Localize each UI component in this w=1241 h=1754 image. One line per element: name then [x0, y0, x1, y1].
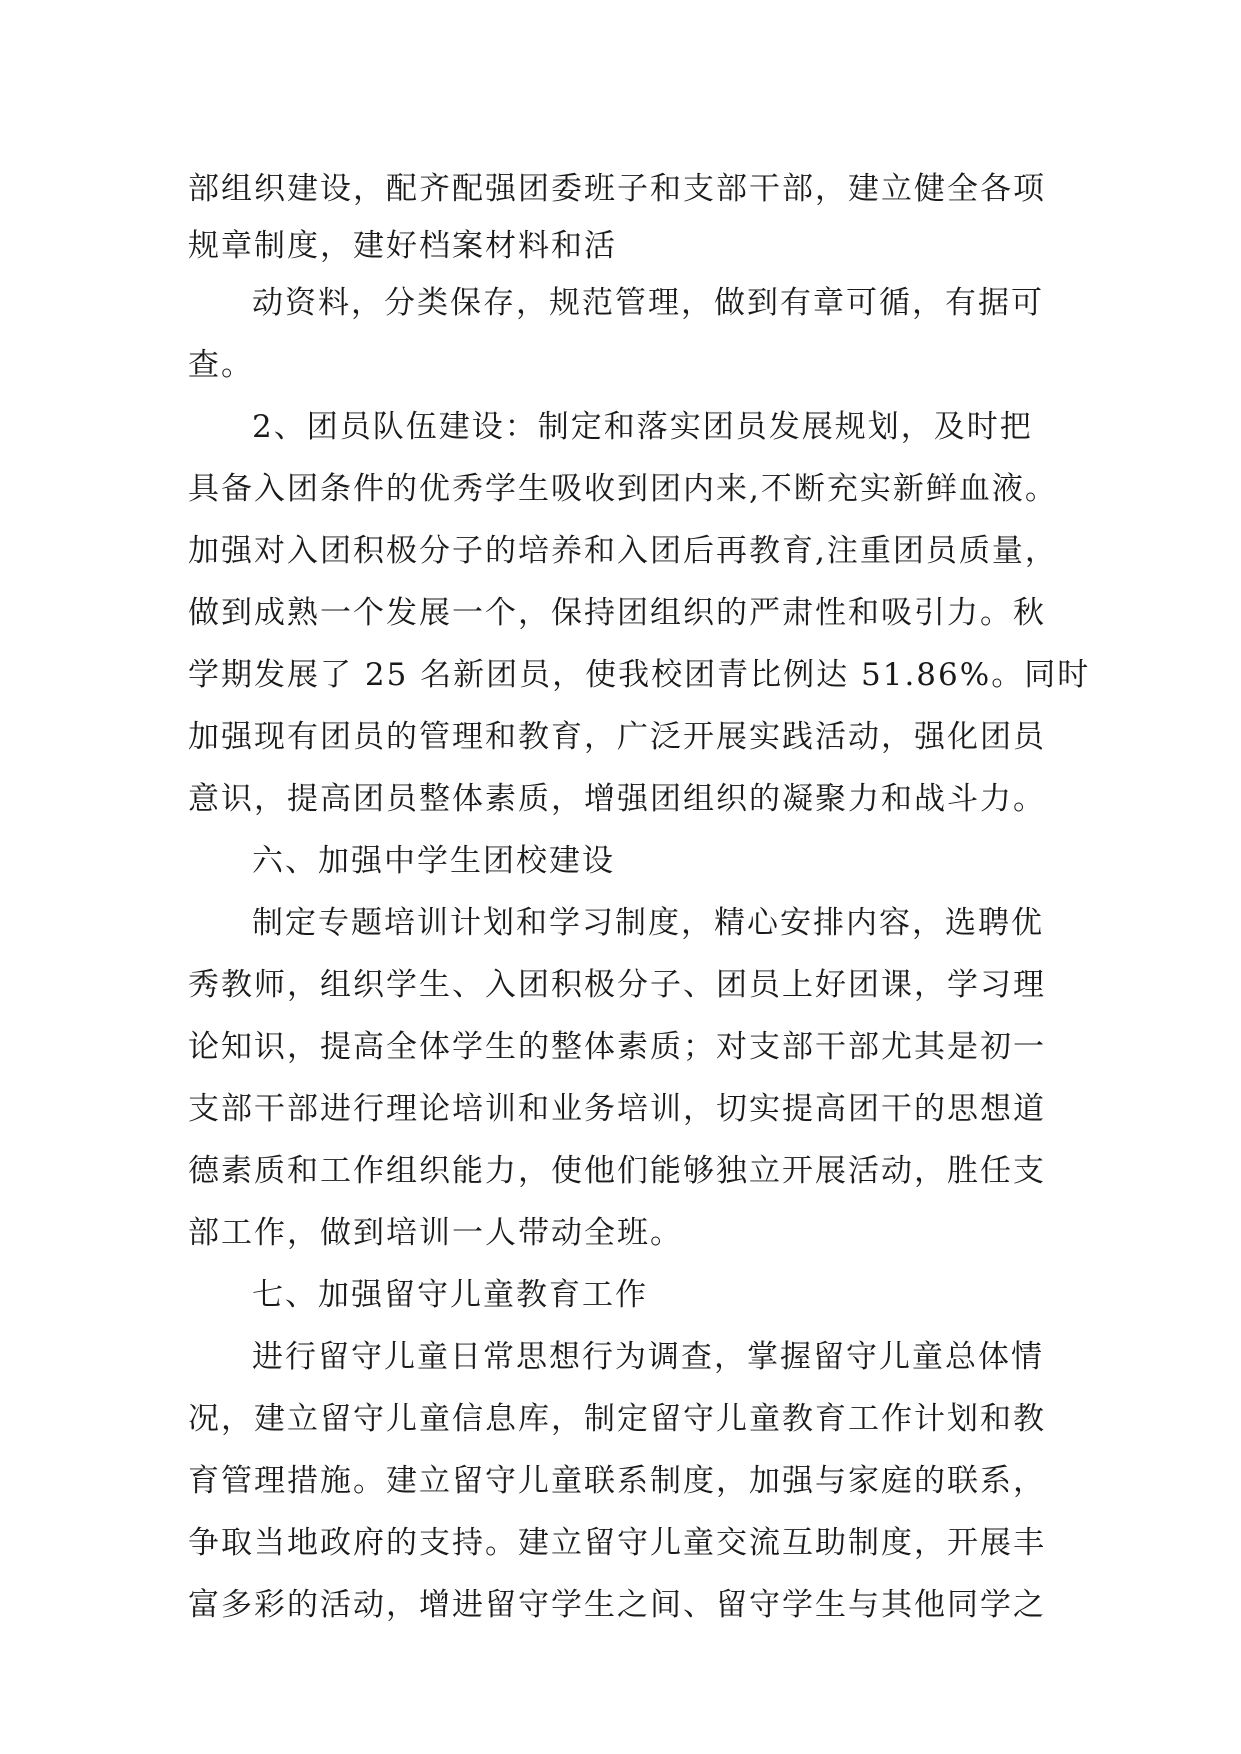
text-line: 论知识，提高全体学生的整体素质；对支部干部尤其是初一 [188, 1029, 1046, 1065]
text-line: 秀教师，组织学生、入团积极分子、团员上好团课，学习理 [188, 967, 1046, 1003]
text-line: 部组织建设，配齐配强团委班子和支部干部，建立健全各项 [188, 171, 1046, 207]
text-line: 支部干部进行理论培训和业务培训，切实提高团干的思想道 [188, 1091, 1046, 1127]
text-line: 富多彩的活动，增进留守学生之间、留守学生与其他同学之 [188, 1587, 1046, 1623]
text-line: 德素质和工作组织能力，使他们能够独立开展活动，胜任支 [188, 1153, 1046, 1189]
section-heading: 六、加强中学生团校建设 [252, 843, 615, 879]
text-line: 具备入团条件的优秀学生吸收到团内来,不断充实新鲜血液。 [188, 471, 1058, 507]
text-line: 动资料，分类保存，规范管理，做到有章可循，有据可 [252, 285, 1044, 321]
text-line: 查。 [188, 347, 254, 383]
text-line: 进行留守儿童日常思想行为调查，掌握留守儿童总体情 [252, 1339, 1044, 1375]
text-line: 育管理措施。建立留守儿童联系制度，加强与家庭的联系， [188, 1463, 1046, 1499]
text-line: 况，建立留守儿童信息库，制定留守儿童教育工作计划和教 [188, 1401, 1046, 1437]
text-line: 争取当地政府的支持。建立留守儿童交流互助制度，开展丰 [188, 1525, 1046, 1561]
text-line: 学期发展了 25 名新团员，使我校团青比例达 51.86%。同时 [188, 657, 1091, 693]
text-line: 加强对入团积极分子的培养和入团后再教育,注重团员质量， [188, 533, 1058, 569]
text-line: 加强现有团员的管理和教育，广泛开展实践活动，强化团员 [188, 719, 1046, 755]
text-line: 意识，提高团员整体素质，增强团组织的凝聚力和战斗力。 [188, 781, 1046, 817]
section-heading: 七、加强留守儿童教育工作 [252, 1277, 648, 1313]
text-line: 部工作，做到培训一人带动全班。 [188, 1215, 683, 1251]
text-line: 规章制度，建好档案材料和活 [188, 228, 617, 264]
document-body [188, 158, 1091, 1636]
text-line: 2、团员队伍建设：制定和落实团员发展规划，及时把 [252, 409, 1033, 445]
text-line: 制定专题培训计划和学习制度，精心安排内容，选聘优 [252, 905, 1044, 941]
text-line: 做到成熟一个发展一个，保持团组织的严肃性和吸引力。秋 [188, 595, 1046, 631]
